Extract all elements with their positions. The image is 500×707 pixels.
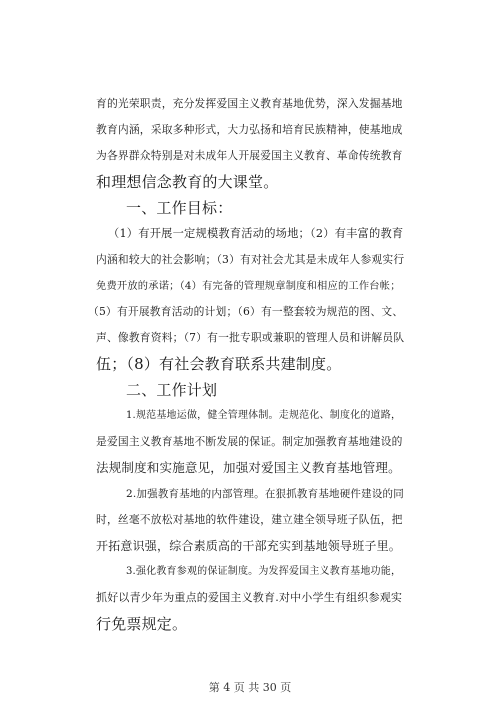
paragraph-line: 和理想信念教育的大课堂。 [96,173,279,191]
paragraph-line: 是爱国主义教育基地不断发展的保证。制定加强教育基地建设的 [96,435,403,448]
section-heading: 一、工作目标： [126,199,233,217]
paragraph-line: 法规制度和实施意见，加强对爱国主义教育基地管理。 [96,460,401,475]
paragraph-line: （1）有开展一定规模教育活动的场地；（2）有丰富的教育 [108,227,404,240]
paragraph-line: 教育内涵，采取多种形式，大力弘扬和培育民族精神，使基地成 [96,123,403,136]
page-number-footer: 第 4 页 共 30 页 [208,681,292,694]
paragraph-line: 行免票规定。 [96,615,188,633]
paragraph-line: 抓好以青少年为重点的爱国主义教育.对中小学生有组织参观实 [96,591,403,604]
paragraph-line: 声、像教育资料；（7）有一批专职或兼职的管理人员和讲解员队 [96,331,405,344]
paragraph-line: 1.规范基地运做，健全管理体制。走规范化、制度化的道路， [126,410,402,421]
paragraph-line: 育的光荣职责，充分发挥爱国主义教育基地优势，深入发掘基地 [96,97,403,110]
paragraph-line: 开拓意识强，综合素质高的干部充实到基地领导班子里。 [96,539,402,553]
paragraph-line: 伍；（8）有社会教育联系共建制度。 [96,355,342,373]
section-heading: 二、工作计划 [126,381,218,399]
paragraph-line: 免费开放的承诺；（4）有完备的管理规章制度和相应的工作台帐； [96,280,401,292]
paragraph-line: 内涵和较大的社会影响；（3）有对社会尤其是未成年人参观实行 [96,253,405,266]
paragraph-line: 2.加强教育基地的内部管理。在狠抓教育基地硬件建设的同 [126,488,404,500]
paragraph-line: （5）有开展教育活动的计划；（6）有一整套较为规范的图、文、 [88,305,404,318]
paragraph-line: 为各界群众特别是对未成年人开展爱国主义教育、革命传统教育 [96,149,403,162]
paragraph-line: 时，丝毫不放松对基地的软件建设，建立建全领导班子队伍，把 [96,513,403,526]
paragraph-line: 3.强化教育参观的保证制度。为发挥爱国主义教育基地功能， [126,566,402,577]
